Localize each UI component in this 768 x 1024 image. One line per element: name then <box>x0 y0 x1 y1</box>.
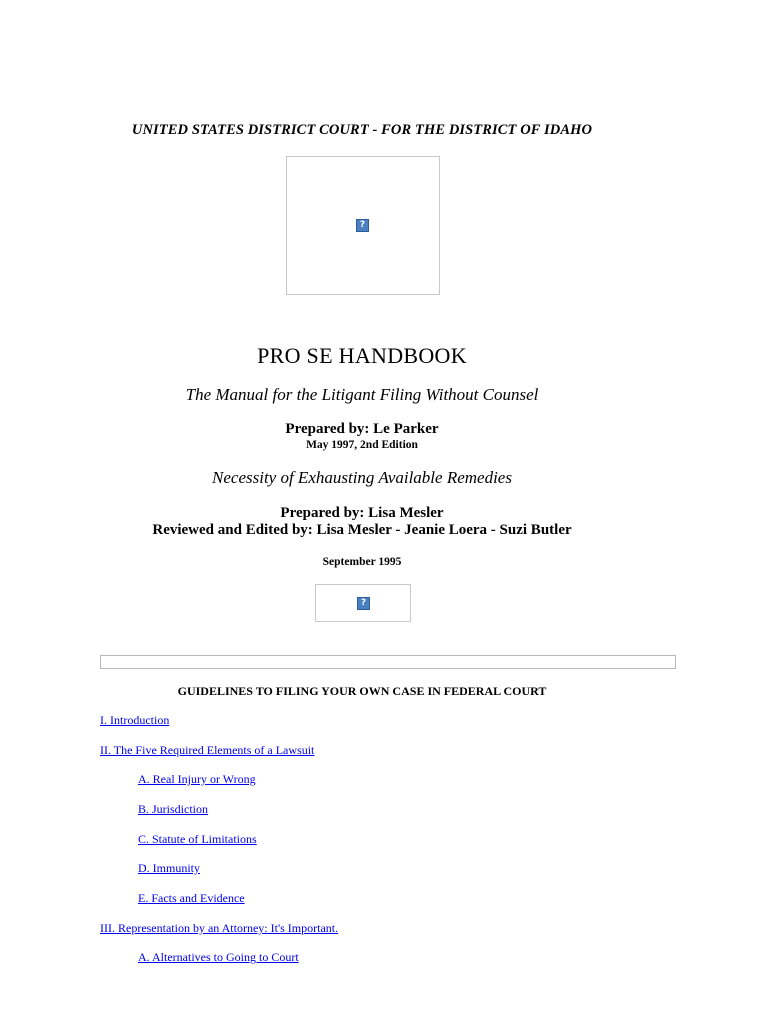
section-reviewed-by: Reviewed and Edited by: Lisa Mesler - Jeanie Loera - Suzi Butler <box>152 522 572 538</box>
banner-image <box>315 584 411 622</box>
toc-link-statute-of-limitations[interactable]: C. Statute of Limitations <box>138 832 257 846</box>
page-title: PRO SE HANDBOOK <box>257 343 467 368</box>
section-topic: Necessity of Exhausting Available Remedies <box>212 468 512 487</box>
horizontal-divider <box>100 655 676 669</box>
page-subtitle: The Manual for the Litigant Filing Without Counsel <box>185 385 539 404</box>
section-prepared-by: Prepared by: Lisa Mesler <box>280 505 444 521</box>
toc-link-five-required-elements[interactable]: II. The Five Required Elements of a Lawsuit <box>100 743 315 757</box>
guidelines-heading: GUIDELINES TO FILING YOUR OWN CASE IN FEDERAL COURT <box>177 684 547 698</box>
edition-line: May 1997, 2nd Edition <box>306 439 418 451</box>
broken-image-icon: ? <box>357 597 370 610</box>
toc-link-jurisdiction[interactable]: B. Jurisdiction <box>138 802 209 816</box>
section-date: September 1995 <box>322 556 402 568</box>
court-seal-image <box>286 156 440 295</box>
toc-link-real-injury[interactable]: A. Real Injury or Wrong <box>138 772 256 786</box>
prepared-by-line: Prepared by: Le Parker <box>285 421 439 437</box>
toc-link-alternatives-to-court[interactable]: A. Alternatives to Going to Court <box>138 950 299 964</box>
broken-image-icon: ? <box>356 219 369 232</box>
toc-link-facts-and-evidence[interactable]: E. Facts and Evidence <box>138 891 245 905</box>
toc-link-immunity[interactable]: D. Immunity <box>138 861 200 875</box>
toc-link-introduction[interactable]: I. Introduction <box>100 713 170 727</box>
toc-link-representation-by-attorney[interactable]: III. Representation by an Attorney: It's Important. <box>100 921 339 935</box>
court-heading: UNITED STATES DISTRICT COURT - FOR THE DISTRICT OF IDAHO <box>131 122 593 138</box>
